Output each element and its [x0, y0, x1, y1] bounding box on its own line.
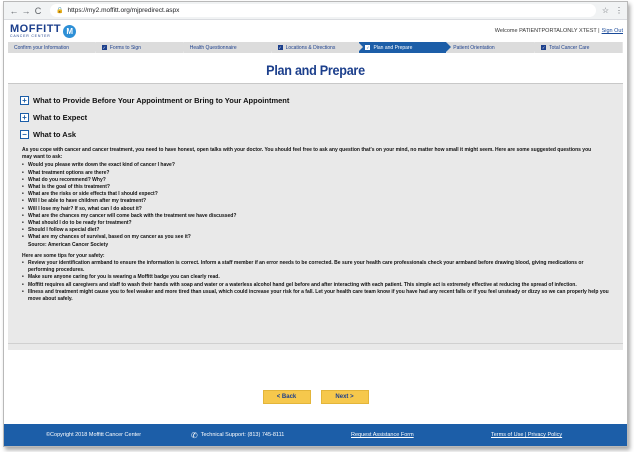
expand-icon: +	[20, 96, 29, 105]
site-footer	[4, 424, 627, 446]
accordion-label: What to Expect	[33, 113, 88, 122]
list-item: • Illness and treatment might cause you to feel weaker and more tired than usual, which could increase your risk for a fall. Let your health care team know if you have had any recent falls or if you feel unsteady or dizzy so we can properly help you move about safely.	[22, 289, 611, 303]
panel-bottom	[8, 344, 623, 350]
tech-support-text: Technical Support: (813) 745-8111	[200, 432, 285, 438]
step-label: Forms to Sign	[109, 44, 141, 51]
list-item: • Will I be able to have children after my treatment?	[22, 198, 611, 205]
step-label: Health Questionnaire	[189, 44, 237, 51]
request-assistance-link[interactable]: Request Assistance Form	[351, 432, 414, 438]
list-item: • Will I lose my hair? If so, what can I do about it?	[22, 206, 611, 213]
page-title: Plan and Prepare	[266, 62, 365, 78]
checkbox-icon: ✓	[366, 45, 370, 50]
progress-steps	[8, 42, 623, 53]
site-header	[4, 20, 627, 42]
step-0[interactable]	[8, 42, 95, 53]
what-to-ask-content	[20, 147, 611, 303]
collapse-icon: −	[20, 130, 29, 139]
step-4[interactable]	[359, 42, 446, 53]
terms-privacy-link[interactable]: Terms of Use | Privacy Policy	[491, 432, 563, 438]
list-item: • Would you please write down the exact kind of cancer I have?	[22, 162, 611, 169]
step-6[interactable]	[535, 42, 622, 53]
list-item: • Review your identification armband to ensure the information is correct. Inform a staff member if an error needs to be corrected. Be sure your health care professionals check your armband before drawing blood, giving medications or performing procedures.	[22, 260, 611, 274]
logo-text: MOFFITT	[10, 22, 62, 35]
forward-arrow-icon[interactable]: →	[21, 5, 31, 16]
star-icon[interactable]: ☆	[601, 6, 609, 15]
back-arrow-icon[interactable]: ←	[9, 5, 19, 16]
back-button[interactable]: < Back	[263, 390, 311, 404]
step-label: Patient Orientation	[453, 44, 495, 51]
tips-list	[22, 260, 611, 303]
accordion-label: What to Provide Before Your Appointment or Bring to Your Appointment	[33, 96, 290, 105]
logo-badge-icon: M	[63, 25, 76, 38]
list-item: • Moffitt requires all caregivers and staff to wash their hands with soap and water or a waterless alcohol hand gel before and after interacting with each patient. This simple act is extremely effective at reducing the spread of infection.	[22, 282, 611, 289]
phone-icon: ✆	[191, 430, 198, 440]
address-bar[interactable]	[50, 4, 596, 17]
accordion-what-to-ask[interactable]	[20, 126, 611, 143]
url-text: https://my2.moffitt.org/mjpredirect.aspx	[67, 7, 180, 14]
intro-paragraph: As you cope with cancer and cancer treatment, you need to have honest, open talks with your doctor. You should feel free to ask any question that's on your mind, no matter how small it might seem. Here are some suggested questions you may want to ask:	[22, 147, 592, 161]
accordion-label: What to Ask	[33, 130, 77, 139]
step-5[interactable]	[447, 42, 534, 53]
checkbox-icon: ✓	[102, 45, 107, 50]
browser-toolbar	[4, 2, 627, 20]
copyright-text: ©Copyright 2018 Moffitt Cancer Center	[46, 432, 142, 438]
sign-out-link[interactable]: Sign Out	[601, 28, 623, 34]
list-item: • What are my chances of survival, based on my cancer as you see it?	[22, 234, 611, 241]
step-label: Plan and Prepare	[373, 44, 413, 51]
source-note: Source: American Cancer Society	[28, 241, 109, 248]
moffitt-logo[interactable]	[10, 22, 76, 38]
next-button[interactable]: Next >	[321, 390, 369, 404]
list-item: • What are the risks or side effects that I should expect?	[22, 191, 611, 198]
tips-heading: Here are some tips for your safety:	[22, 252, 105, 259]
step-1[interactable]	[96, 42, 183, 53]
list-item: • Make sure anyone caring for you is wearing a Moffitt badge you can clearly read.	[22, 274, 611, 281]
welcome-area	[495, 28, 623, 34]
step-label: Locations & Directions	[285, 44, 336, 51]
reload-icon[interactable]: C	[34, 5, 42, 16]
list-item: • What do you recommend? Why?	[22, 177, 611, 184]
list-item: • What should I do to be ready for treatment?	[22, 220, 611, 227]
welcome-text: Welcome PATIENTPORTALONLY XTEST |	[494, 28, 600, 34]
accordion-panel	[8, 84, 623, 344]
list-item: • Should I follow a special diet?	[22, 227, 611, 234]
accordion-what-to-expect[interactable]	[20, 109, 611, 126]
step-3[interactable]	[272, 42, 359, 53]
step-label: Confirm your Information	[14, 44, 70, 51]
checkbox-icon: ✓	[278, 45, 282, 50]
logo-subtitle: CANCER CENTER	[10, 33, 51, 38]
questions-list	[22, 162, 611, 241]
nav-buttons	[4, 390, 627, 404]
lock-icon: 🔒	[56, 8, 64, 14]
browser-window	[3, 1, 628, 447]
list-item: • What is the goal of this treatment?	[22, 184, 611, 191]
step-label: Total Cancer Care	[549, 44, 590, 51]
step-2[interactable]	[184, 42, 271, 53]
list-item: • What are the chances my cancer will come back with the treatment we have discussed?	[22, 213, 611, 220]
checkbox-icon: ✓	[541, 45, 546, 50]
menu-icon[interactable]: ⋮	[615, 6, 623, 15]
tech-support	[191, 431, 351, 440]
expand-icon: +	[20, 113, 29, 122]
accordion-what-to-provide[interactable]	[20, 92, 611, 109]
list-item: • What treatment options are there?	[22, 170, 611, 177]
